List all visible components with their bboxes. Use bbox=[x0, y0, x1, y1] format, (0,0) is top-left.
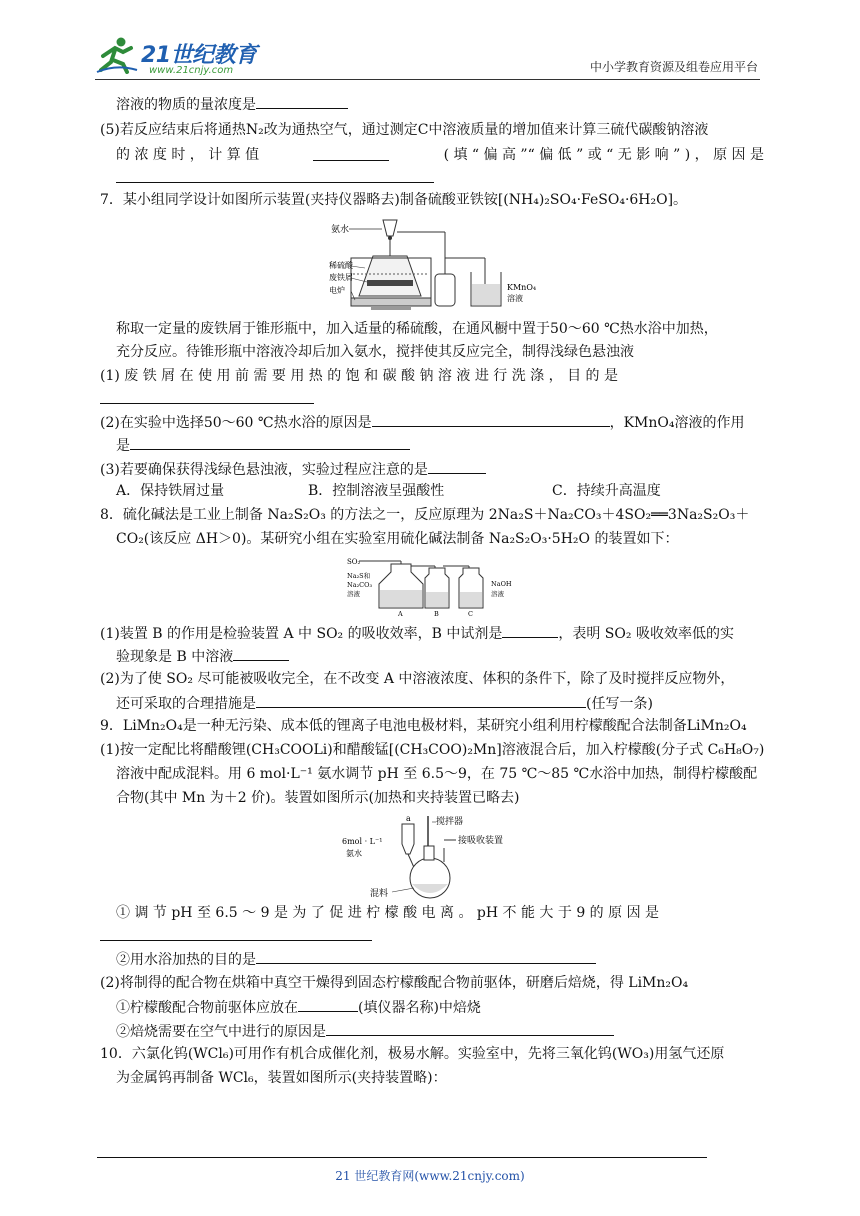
label-absorber: 接吸收装置 bbox=[458, 836, 504, 846]
text: ，KMnO₄溶液的作用 bbox=[609, 415, 745, 431]
label-naoh-solution: 溶液 bbox=[491, 590, 504, 598]
text-line: 溶液中配成混料。用 6 mol·L⁻¹ 氨水调节 pH 至 6.5～9，在 75 ℃～85 ℃水浴中加热，制得柠檬酸配 bbox=[116, 766, 758, 782]
answer-blank bbox=[256, 949, 596, 964]
answer-blank bbox=[116, 168, 434, 183]
label-solution: 溶液 bbox=[507, 294, 523, 303]
text-line bbox=[100, 459, 486, 479]
text-line: 称取一定量的废铁屑于锥形瓶中，加入适量的稀硫酸，在通风橱中置于50～60 ℃热水浴中加热， bbox=[116, 321, 718, 337]
option-c: C．持续升高温度 bbox=[552, 483, 661, 499]
question-10: 10．六氯化钨(WCl₆)可用作有机合成催化剂，极易水解。实验室中，先将三氧化钨(WO₃)用氢气还原 bbox=[100, 1046, 725, 1062]
answer-blank bbox=[256, 693, 586, 708]
text: (2)在实验中选择50～60 ℃热水浴的原因是 bbox=[100, 415, 372, 431]
label-b: B bbox=[434, 610, 439, 616]
text: ①柠檬酸配合物前驱体应放在 bbox=[116, 1000, 298, 1016]
label-so2: SO₂ bbox=[347, 558, 361, 566]
text-line: ① 调 节 pH 至 6.5 ～ 9 是 为 了 促 进 柠 檬 酸 电 离 。 pH 不 能 大 于 9 的 原 因 是 bbox=[116, 905, 660, 921]
label-concentration: 6mol · L⁻¹ bbox=[342, 837, 383, 846]
answer-blank bbox=[313, 146, 389, 161]
text: (3)若要确保获得浅绿色悬浊液，实验过程应注意的是 bbox=[100, 462, 428, 478]
text-line bbox=[116, 997, 481, 1017]
label-kmno4: KMnO₄ bbox=[507, 283, 537, 292]
text-line bbox=[116, 1021, 614, 1041]
text-line bbox=[116, 146, 764, 164]
text: ( 填 “ 偏 高 ”“ 偏 低 ” 或 “ 无 影 响 ” ) ， 原 因 是 bbox=[443, 147, 764, 163]
answer-blank bbox=[100, 389, 314, 404]
label-ammonia: 氨水 bbox=[331, 225, 350, 235]
answer-blank bbox=[256, 94, 348, 109]
text-line bbox=[116, 693, 653, 713]
question-8: 8．硫化碱法是工业上制备 Na₂S₂O₃ 的方法之一，反应原理为 2Na₂S＋Na₂CO₃＋4SO₂══3Na₂S₂O₃＋ bbox=[100, 507, 750, 523]
text: (1)装置 B 的作用是检验装置 A 中 SO₂ 的吸收效率，B 中试剂是 bbox=[100, 626, 503, 642]
answer-blank bbox=[100, 926, 372, 941]
label-stove: 电炉 bbox=[329, 286, 345, 295]
answer-blank bbox=[502, 623, 558, 638]
text-line: 充分反应。待锥形瓶中溶液冷却后加入氨水，搅拌使其反应完全，制得浅绿色悬浊液 bbox=[116, 344, 634, 360]
text: 是 bbox=[116, 438, 130, 454]
question-7: 7．某小组同学设计如图所示装置(夹持仪器略去)制备硫酸亚铁铵[(NH₄)₂SO₄·FeSO₄·6H₂O]。 bbox=[100, 192, 688, 208]
text: ②焙烧需要在空气中进行的原因是 bbox=[116, 1024, 326, 1040]
text: ②用水浴加热的目的是 bbox=[116, 952, 256, 968]
label-reagent-3: 溶液 bbox=[347, 590, 360, 598]
text-line: (2)为了使 SO₂ 尽可能被吸收完全，在不改变 A 中溶液浓度、体积的条件下，除了及时搅拌反应物外， bbox=[100, 671, 735, 687]
text-line bbox=[116, 435, 410, 455]
option-b: B．控制溶液呈强酸性 bbox=[308, 483, 445, 499]
answer-blank bbox=[428, 459, 486, 474]
runner-logo-icon bbox=[95, 36, 139, 74]
answer-blank bbox=[233, 646, 289, 661]
option-a: A．保持铁屑过量 bbox=[116, 483, 225, 499]
text-line: 合物(其中 Mn 为＋2 价)。装置如图所示(加热和夹持装置已略去) bbox=[116, 790, 520, 806]
text-line bbox=[100, 412, 744, 432]
text: ，表明 SO₂ 吸收效率低的实 bbox=[558, 626, 734, 642]
label-a: A bbox=[398, 610, 403, 616]
text: (填仪器名称)中焙烧 bbox=[358, 1000, 481, 1016]
page-header bbox=[95, 32, 760, 80]
text-line: 为金属钨再制备 WCl₆，装置如图所示(夹持装置略)： bbox=[116, 1070, 447, 1086]
label-stirrer: 搅拌器 bbox=[436, 817, 464, 827]
text: 验现象是 B 中溶液 bbox=[116, 649, 234, 665]
text-line bbox=[116, 94, 348, 114]
brand-site: www.21cnjy.com bbox=[149, 65, 234, 76]
text: 还可采取的合理措施是 bbox=[116, 696, 256, 712]
footer-text: 21 世纪教育网(www.21cnjy.com) bbox=[335, 1169, 525, 1183]
label-reagent-2: Na₂CO₃ bbox=[347, 581, 373, 589]
text: 的 浓 度 时 ， 计 算 值 bbox=[116, 147, 260, 163]
answer-blank bbox=[372, 412, 610, 427]
answer-blank bbox=[130, 435, 410, 450]
text-line: (5)若反应结束后将通热N₂改为通热空气，通过测定C中溶液质量的增加值来计算三硫代碳酸钠溶液 bbox=[100, 122, 709, 138]
label-naoh: NaOH bbox=[491, 580, 512, 588]
text: 溶液的物质的量浓度是 bbox=[116, 97, 256, 113]
text-line: (1) 废 铁 屑 在 使 用 前 需 要 用 热 的 饱 和 碳 酸 钠 溶 液 进 行 洗 涤 ， 目 的 是 bbox=[100, 368, 618, 384]
figure-apparatus-3 bbox=[340, 810, 530, 906]
text-line bbox=[116, 949, 596, 969]
text-line: CO₂(该反应 ΔH＞0)。某研究小组在实验室用硫化碱法制备 Na₂S₂O₃·5H₂O 的装置如下： bbox=[116, 531, 679, 547]
text-line bbox=[116, 646, 289, 666]
label-ammonia-3: 氨水 bbox=[346, 849, 362, 858]
question-9: 9．LiMn₂O₄是一种无污染、成本低的锂离子电池电极材料，某研究小组利用柠檬酸配合法制备LiMn₂O₄ bbox=[100, 718, 747, 734]
answer-blank bbox=[326, 1021, 614, 1036]
brand-name: 21世纪教育 bbox=[141, 43, 257, 68]
header-rule bbox=[95, 79, 760, 80]
platform-name: 中小学教育资源及组卷应用平台 bbox=[589, 60, 758, 74]
footer-rule bbox=[97, 1157, 707, 1158]
answer-blank bbox=[298, 997, 358, 1012]
text-line: (2)将制得的配合物在烘箱中真空干燥得到固态柠檬酸配合物前驱体，研磨后焙烧，得 LiMn₂O₄ bbox=[100, 975, 689, 991]
label-iron: 废铁屑 bbox=[329, 273, 353, 282]
text-line bbox=[100, 389, 314, 409]
text: (任写一条) bbox=[586, 696, 653, 712]
figure-apparatus-2 bbox=[345, 554, 525, 620]
logo bbox=[95, 32, 265, 78]
label-a-port: a bbox=[406, 814, 411, 823]
figure-apparatus-1 bbox=[325, 216, 555, 318]
label-reagent-1: Na₂S和 bbox=[347, 572, 371, 580]
label-c: C bbox=[468, 610, 473, 616]
text-line bbox=[100, 623, 734, 643]
text-line: (1)按一定配比将醋酸锂(CH₃COOLi)和醋酸锰[(CH₃COO)₂Mn]溶液混合后，加入柠檬酸(分子式 C₆H₈O₇) bbox=[100, 742, 765, 758]
label-acid: 稀硫酸 bbox=[329, 261, 353, 270]
text-line bbox=[100, 926, 372, 946]
text-line bbox=[116, 168, 434, 188]
label-mixture: 混料 bbox=[370, 889, 389, 899]
